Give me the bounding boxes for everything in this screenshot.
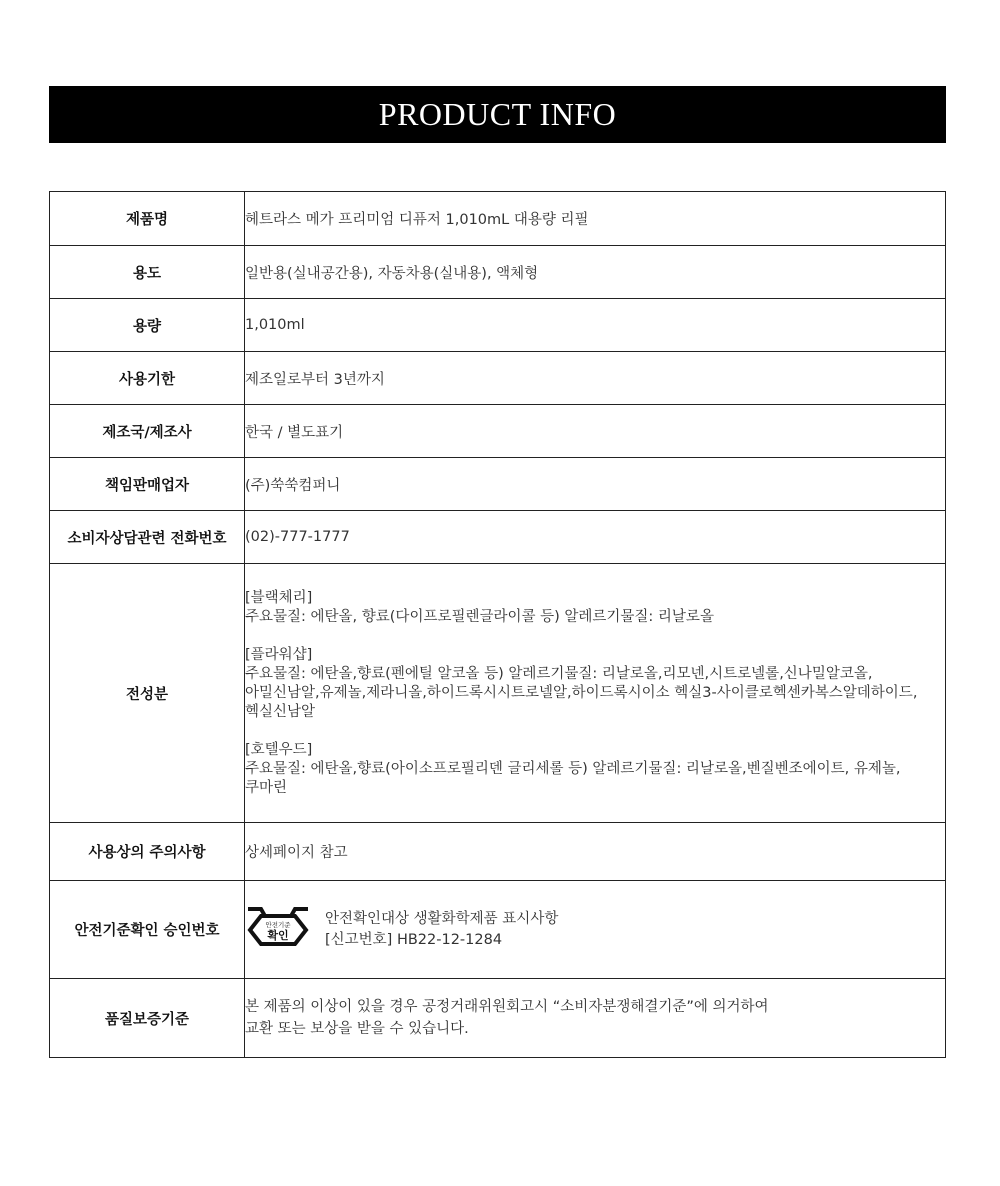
ingredients-label: 전성분 [50,564,245,823]
table-row [50,192,946,246]
safety-mark-small-text: 안전기준 [265,920,291,929]
row-label: 책임판매업자 [50,458,245,511]
row-label: 안전기준확인 승인번호 [50,881,245,979]
safety-value [245,881,946,979]
row-label: 제조국/제조사 [50,405,245,458]
ingredients-row [50,564,946,823]
ingredient-line: 쿠마린 [245,779,288,796]
row-label: 품질보증기준 [50,979,245,1058]
row-value: 한국 / 별도표기 [245,405,946,458]
title-bar [49,86,946,143]
quality-row [50,979,946,1058]
product-info-table [49,191,946,1058]
row-value: 제조일로부터 3년까지 [245,352,946,405]
ingredient-line: 헥실신남알 [245,703,316,720]
row-label: 사용상의 주의사항 [50,823,245,881]
row-label: 사용기한 [50,352,245,405]
table-row [50,246,946,299]
ingredient-line: 아밀신남알,유제놀,제라니올,하이드록시시트로넬알,하이드록시이소 헥실3-사이클로헥센카복스알데하이드, [245,684,918,701]
table-row [50,299,946,352]
table-row [50,405,946,458]
row-value: 헤트라스 메가 프리미엄 디퓨저 1,010mL 대용량 리필 [245,192,946,246]
ingredient-group-name: [호텔우드] [245,741,313,758]
table-row [50,823,946,881]
row-value: 일반용(실내공간용), 자동차용(실내용), 액체형 [245,246,946,299]
safety-line-2: [신고번호] HB22-12-1284 [325,931,503,948]
row-label: 소비자상담관련 전화번호 [50,511,245,564]
ingredient-line: 주요물질: 에탄올, 향료(다이프로필렌글라이콜 등) 알레르기물질: 리날로올 [245,608,714,625]
safety-certification-mark-icon [245,903,311,957]
ingredient-group-name: [블랙체리] [245,589,313,606]
row-value: (02)-777-1777 [245,511,946,564]
ingredient-line: 주요물질: 에탄올,향료(아이소프로필리덴 글리세롤 등) 알레르기물질: 리날로올,벤질벤조에이트, 유제놀, [245,760,901,777]
table-row [50,458,946,511]
ingredient-line: 주요물질: 에탄올,향료(펜에틸 알코올 등) 알레르기물질: 리날로올,리모넨,시트로넬롤,신나밀알코올, [245,665,873,682]
row-label: 용량 [50,299,245,352]
ingredient-group-name: [플라워샵] [245,646,313,663]
safety-mark-big-text: 확인 [267,928,289,942]
safety-row [50,881,946,979]
page-title: PRODUCT INFO [378,96,617,132]
table-row [50,511,946,564]
row-value: 상세페이지 참고 [245,823,946,881]
quality-line-1: 본 제품의 이상이 있을 경우 공정거래위원회고시 “소비자분쟁해결기준”에 의거하여 [245,999,769,1015]
quality-line-2: 교환 또는 보상을 받을 수 있습니다. [245,1021,469,1037]
row-label: 용도 [50,246,245,299]
quality-value [245,979,946,1058]
safety-line-1: 안전확인대상 생활화학제품 표시사항 [325,910,559,927]
table-row [50,352,946,405]
row-label: 제품명 [50,192,245,246]
ingredients-value [245,564,946,823]
row-value: (주)쑥쑥컴퍼니 [245,458,946,511]
row-value: 1,010ml [245,299,946,352]
